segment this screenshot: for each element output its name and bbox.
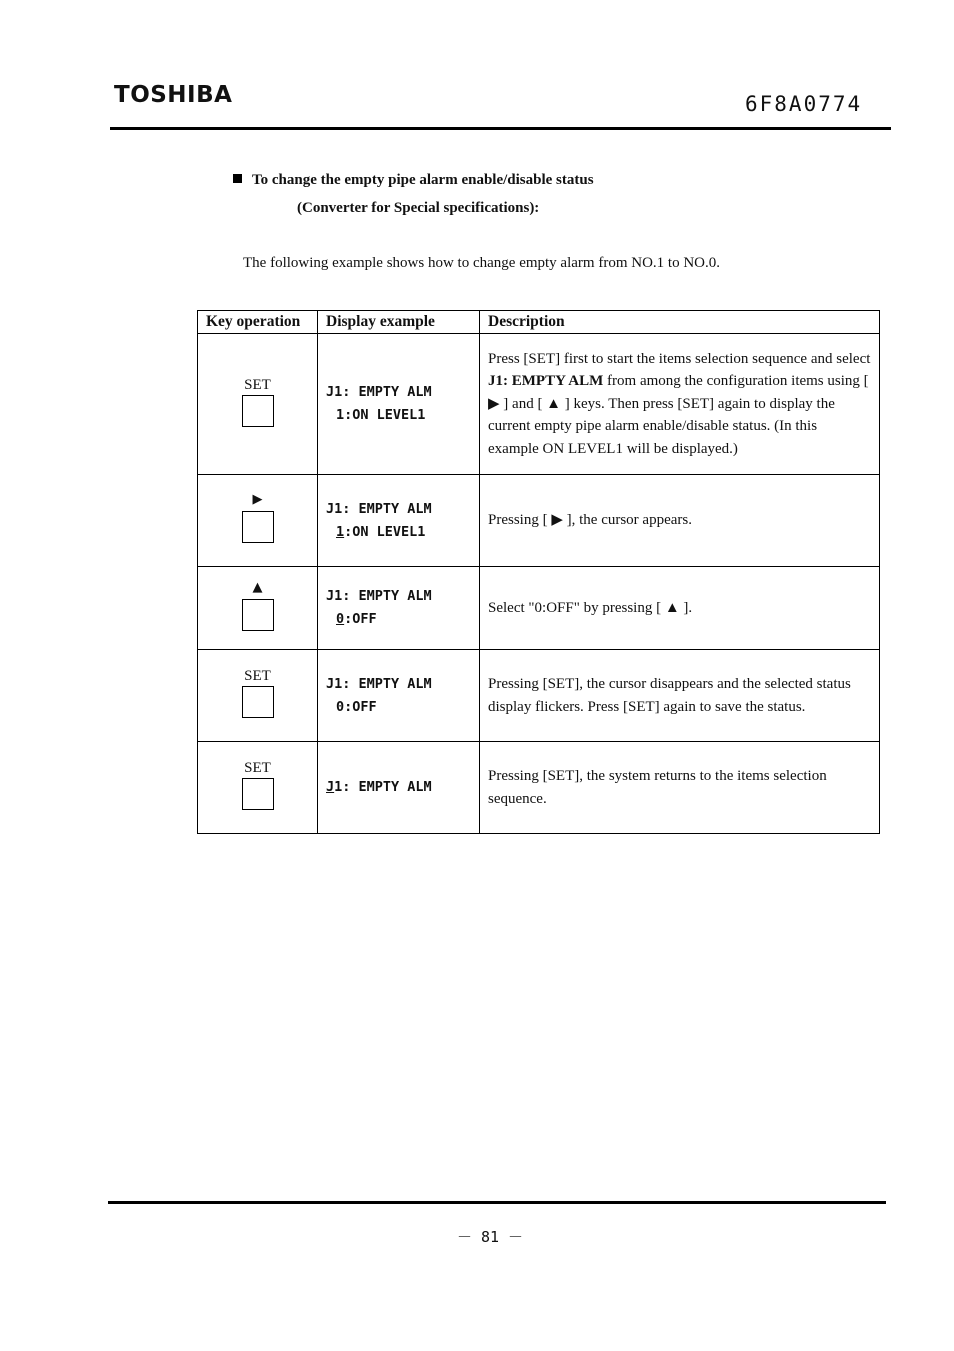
description-bold-text: J1: EMPTY ALM xyxy=(488,373,604,390)
display-line-2-rest: :OFF xyxy=(344,611,377,627)
table-row xyxy=(198,334,880,475)
table-header-row xyxy=(198,311,880,334)
page-number: － 81 － xyxy=(456,1228,524,1246)
description-cell: Pressing [SET], the system returns to the items selection sequence. xyxy=(480,742,880,834)
up-key-icon xyxy=(242,599,274,631)
display-line-1-rest: 1: EMPTY ALM xyxy=(334,779,432,795)
table-row xyxy=(198,742,880,834)
display-cell xyxy=(318,334,480,475)
right-key-icon xyxy=(242,511,274,543)
display-cell xyxy=(318,567,480,650)
section-title xyxy=(233,172,594,189)
bullet-square-icon xyxy=(233,174,242,183)
display-line-2-rest: :ON LEVEL1 xyxy=(344,523,426,540)
key-label: SET xyxy=(244,668,271,684)
key-cell xyxy=(198,742,318,834)
table-row xyxy=(198,475,880,567)
key-cell xyxy=(198,475,318,567)
display-line-1: J1: EMPTY ALM xyxy=(326,588,432,604)
description-cell: Pressing [SET], the cursor disappears and the selected status display flickers. Press [SET] again to save the status. xyxy=(480,650,880,742)
display-line-1: J1: EMPTY ALM xyxy=(326,675,432,692)
display-line-2 xyxy=(326,521,478,544)
display-cell xyxy=(318,742,480,834)
header-rule xyxy=(110,127,891,130)
display-cursor: 0 xyxy=(336,611,345,627)
description-cell: Select "0:OFF" by pressing [ ▲ ]. xyxy=(480,567,880,650)
key-label: SET xyxy=(244,376,271,393)
set-key-icon xyxy=(242,778,274,810)
description-text-cont: from among the configuration items using [ ▶ ] and [ ▲ ] keys. Then press [SET] again to display the current empty pipe alarm enable/disable status. (In this example ON LEVEL1 will be displayed.) xyxy=(488,373,869,457)
key-cell xyxy=(198,334,318,475)
intro-text: The following example shows how to change empty alarm from NO.1 to NO.0. xyxy=(243,255,720,271)
table-row xyxy=(198,650,880,742)
up-arrow-icon: ▲ xyxy=(252,579,263,595)
set-key-icon xyxy=(242,395,274,427)
description-text: Press [SET] first to start the items selection sequence and select xyxy=(488,350,871,367)
display-cell xyxy=(318,475,480,567)
display-cursor: 1 xyxy=(336,523,345,540)
display-line-1 xyxy=(326,776,478,799)
key-cell xyxy=(198,567,318,650)
footer-rule xyxy=(108,1201,886,1204)
key-operation-table xyxy=(197,310,880,834)
header-description: Description xyxy=(480,311,880,334)
table-row xyxy=(198,567,880,650)
display-line-2: 0:OFF xyxy=(336,698,377,715)
display-line-2: 1:ON LEVEL1 xyxy=(336,407,426,423)
section-subtitle: (Converter for Special specifications): xyxy=(297,200,540,216)
brand-logo: TOSHIBA xyxy=(114,82,233,108)
right-arrow-icon: ▶ xyxy=(252,492,263,507)
key-label: SET xyxy=(244,760,271,776)
display-line-1: J1: EMPTY ALM xyxy=(326,500,432,517)
description-cell: Pressing [ ▶ ], the cursor appears. xyxy=(480,475,880,567)
display-line-2 xyxy=(326,608,478,631)
display-cell xyxy=(318,650,480,742)
description-cell xyxy=(480,334,880,475)
header-display-example: Display example xyxy=(318,311,480,334)
set-key-icon xyxy=(242,686,274,718)
key-cell xyxy=(198,650,318,742)
display-line-1: J1: EMPTY ALM xyxy=(326,384,432,400)
document-number: 6F8A0774 xyxy=(745,92,863,116)
display-cursor: J xyxy=(326,779,335,795)
section-title-text: To change the empty pipe alarm enable/disable status xyxy=(252,172,594,188)
header-key-operation: Key operation xyxy=(198,311,318,334)
